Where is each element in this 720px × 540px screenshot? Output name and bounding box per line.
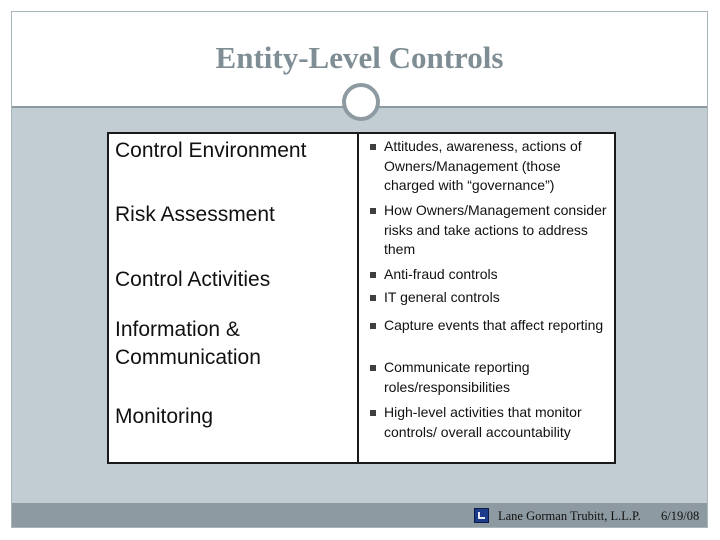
- firm-logo-icon: [474, 508, 489, 523]
- slide-title: Entity-Level Controls: [215, 40, 504, 75]
- row-label-information-communication-line2: Communication: [115, 346, 261, 369]
- bullet-square-icon: [370, 208, 376, 214]
- bullet-square-icon: [370, 144, 376, 150]
- row-label-monitoring: Monitoring: [115, 405, 214, 428]
- bullet-item: [370, 201, 610, 260]
- bullet-text: Capture events that affect reporting: [384, 317, 604, 333]
- bullet-text: Anti-fraud controls: [384, 266, 498, 282]
- table-column-divider: [357, 132, 359, 464]
- row-label-control-activities: Control Activities: [115, 268, 271, 291]
- bullet-item: [370, 403, 610, 442]
- row-label-risk-assessment: Risk Assessment: [115, 203, 275, 226]
- bullet-text: How Owners/Management consider risks and take actions to address them: [384, 202, 607, 257]
- bullet-square-icon: [370, 295, 376, 301]
- row-label-control-environment: Control Environment: [115, 139, 307, 162]
- bullet-text: IT general controls: [384, 289, 500, 305]
- bullet-text: High-level activities that monitor controls/ overall accountability: [384, 404, 582, 440]
- bullet-text: Communicate reporting roles/responsibilities: [384, 359, 530, 395]
- decorative-ring-icon: [342, 83, 380, 121]
- row-label-information-communication: Information &: [115, 318, 240, 341]
- bullet-item: [370, 288, 610, 308]
- bullet-item: [370, 316, 610, 336]
- footer-date: 6/19/08: [661, 509, 700, 523]
- bullet-square-icon: [370, 272, 376, 278]
- bullet-item: [370, 137, 610, 196]
- bullet-item: [370, 358, 610, 397]
- footer-firm-name: Lane Gorman Trubitt, L.L.P.: [498, 509, 641, 523]
- bullet-item: [370, 265, 610, 285]
- bullet-square-icon: [370, 323, 376, 329]
- bullet-text: Attitudes, awareness, actions of Owners/Management (those charged with “governance”): [384, 138, 582, 193]
- bullet-square-icon: [370, 410, 376, 416]
- bullet-square-icon: [370, 365, 376, 371]
